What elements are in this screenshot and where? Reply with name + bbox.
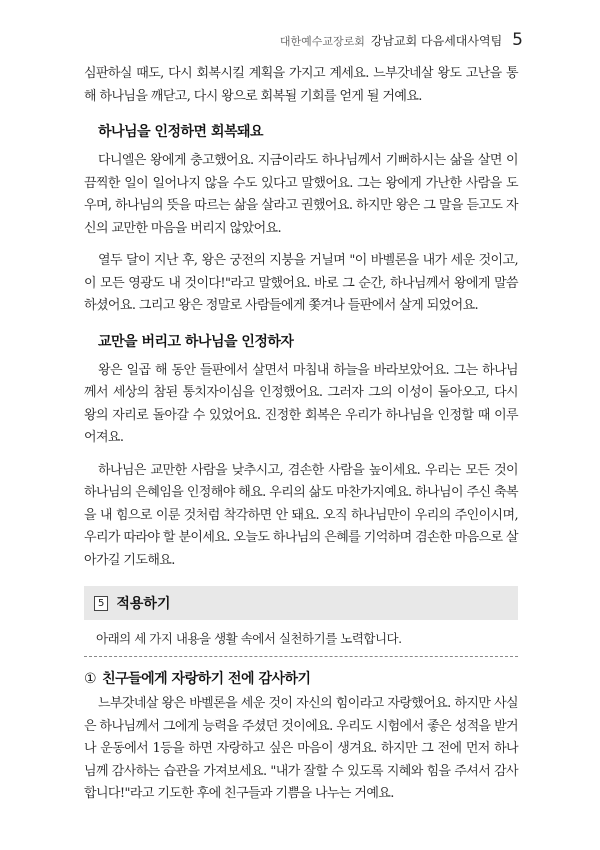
section-2-paragraph-1: 왕은 일곱 해 동안 들판에서 살면서 마침내 하늘을 바라보았어요. 그는 하나님께서 세상의 참된 통치자이심을 인정했어요. 그러자 그의 이성이 돌아오고, 다시 왕의 자리로 돌아갈 수 있었어요. 진정한 회복은 우리가 하나님을 인정할 때 이루어져요.	[84, 362, 518, 445]
intro-paragraph: 심판하실 때도, 다시 회복시킬 계획을 가지고 계세요. 느부갓네살 왕도 고난을 통해 하나님을 깨닫고, 다시 왕으로 회복될 기회를 얻게 될 거예요.	[84, 66, 518, 104]
section-title-recovery: 하나님을 인정하면 회복돼요	[98, 124, 264, 140]
section-1-paragraph-1: 다니엘은 왕에게 충고했어요. 지금이라도 하나님께서 기뻐하시는 삶을 살면 이 끔찍한 일이 일어나지 않을 수도 있다고 말했어요. 그는 왕에게 가난한 사람을 도우며, 하나님의 뜻을 따르는 삶을 살라고 권했어요. 하지만 왕은 그 말을 듣고도 자신의 교만한 마음을 버리지 않았어요.	[84, 153, 519, 236]
org-name: 대한예수교장로회	[279, 35, 365, 48]
apply-item-1-marker: ①	[84, 671, 97, 687]
apply-item-1-title-text: 친구들에게 자랑하기 전에 감사하기	[102, 671, 311, 687]
page-header	[280, 30, 523, 50]
apply-section-header	[84, 586, 518, 620]
page-number: 5	[512, 30, 523, 50]
section-1-paragraph-2: 열두 달이 지난 후, 왕은 궁전의 지붕을 거닐며 "이 바벨론을 내가 세운 것이고, 이 모든 영광도 내 것이다!"라고 말했어요. 바로 그 순간, 하나님께서 왕에게 말씀하셨어요. 그리고 왕은 정말로 사람들에게 쫓겨나 들판에서 살게 되었어요.	[84, 253, 518, 313]
page-body	[84, 63, 518, 806]
apply-title: 적용하기	[116, 596, 171, 612]
apply-number-badge: 5	[94, 596, 108, 611]
section-2-paragraph-2: 하나님은 교만한 사람을 낮추시고, 겸손한 사람을 높이세요. 우리는 모든 것이 하나님의 은혜임을 인정해야 해요. 우리의 삶도 마찬가지예요. 하나님이 주신 축복을 내 힘으로 이룬 것처럼 착각하면 안 돼요. 오직 하나님만이 우리의 주인이시며, 우리가 따라야 할 분이세요. 오늘도 하나님의 은혜를 기억하며 겸손한 마음으로 살아가길 기도해요.	[84, 462, 518, 568]
apply-item-1-title	[84, 665, 518, 693]
section-title-humility: 교만을 버리고 하나님을 인정하자	[98, 333, 294, 350]
apply-description: 아래의 세 가지 내용을 생활 속에서 실천하기를 노력합니다.	[84, 620, 518, 657]
apply-item-1-paragraph: 느부갓네살 왕은 바벨론을 세운 것이 자신의 힘이라고 자랑했어요. 하지만 사실은 하나님께서 그에게 능력을 주셨던 것이에요. 우리도 시험에서 좋은 성적을 받거나 운동에서 1등을 하면 자랑하고 싶은 마음이 생겨요. 하지만 그 전에 먼저 하나님께 감사하는 습관을 가져보세요. "내가 잘할 수 있도록 지혜와 힘을 주셔서 감사합니다!"라고 기도한 후에 친구들과 기쁨을 나누는 거예요.	[84, 696, 518, 801]
church-team-name: 강남교회 다음세대사역팀	[370, 34, 503, 48]
